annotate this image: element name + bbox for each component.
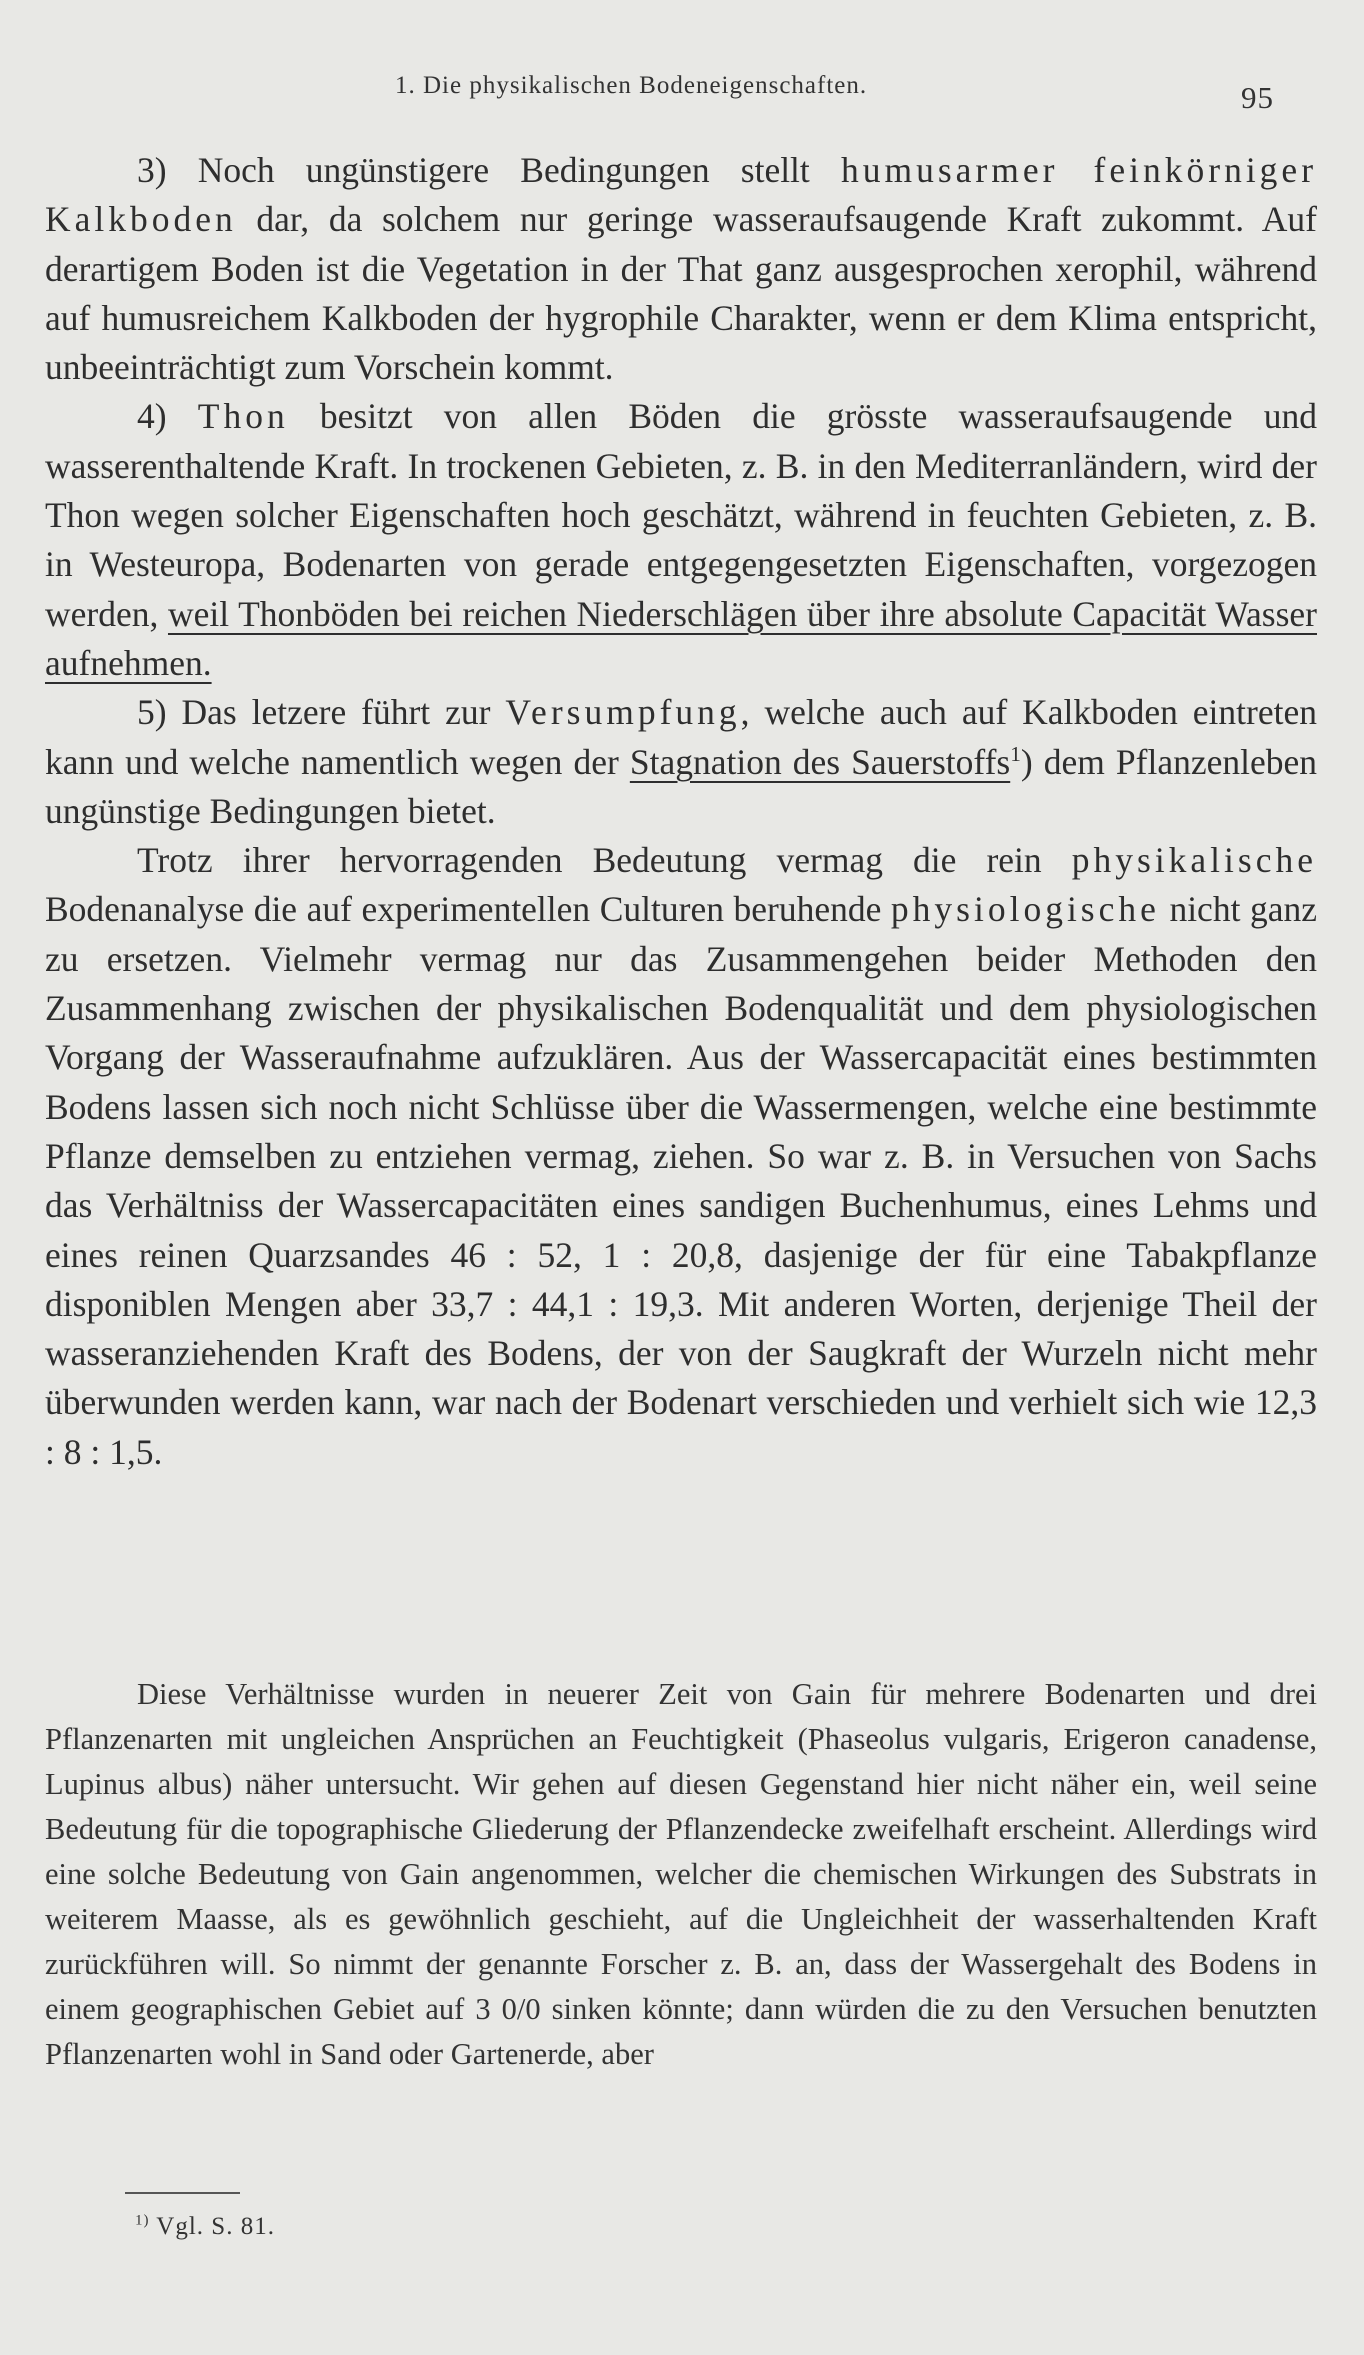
text-run: besitzt von allen Böden die grösste wasseraufsaugende und wasserenthaltende Kraft. In trockenen Gebieten, z. B. in den Mediterranländern, wird der Thon wegen solcher Eigenschaften hoch geschätzt, während in feuchten Gebieten, z. B. in Westeuropa, Bodenarten von gerade entgegengesetzten Eigenschaften, vorgezogen werden, — [45, 396, 1317, 634]
spaced-emphasis: humusarmer feinkörniger Kalkboden — [45, 150, 1318, 240]
paragraph-6 — [45, 836, 1317, 1477]
text-run: Diese Verhältnisse wurden in neuerer Zeit von Gain für mehrere Bodenarten und drei Pflanzenarten mit ungleichen Ansprüchen an Feuchtigkeit (Phaseolus vulgaris, Erigeron canadense, Lupinus albus) näher untersucht. Wir gehen auf diesen Gegenstand hier nicht näher ein, weil seine Bedeutung für die topographische Gliederung der Pflanzendecke zweifelhaft erscheint. Allerdings wird eine solche Bedeutung von Gain angenommen, welcher die chemischen Wirkungen des Substrats in weiterem Maasse, als es gewöhnlich geschieht, auf die Ungleichheit der wasserhaltenden Kraft zurückführen will. So nimmt der genannte Forscher z. B. an, dass der Wassergehalt des Bodens in einem geographischen Gebiet auf 3 — [45, 1677, 1317, 2026]
text-run: Trotz ihrer hervorragenden Bedeutung vermag die rein — [137, 840, 1072, 881]
spaced-emphasis: Versumpfung — [505, 692, 741, 733]
small-print-text — [45, 1672, 1317, 2077]
footnote-text: Vgl. S. 81. — [149, 2213, 275, 2240]
spaced-emphasis: physikalische — [1071, 840, 1317, 881]
text-run: , welche auch auf Kalkboden eintreten kann und welche namentlich wegen der — [45, 692, 1317, 782]
underlined-text: weil Thonböden bei reichen Niederschlägen über ihre absolute Capacität Wasser aufnehmen. — [45, 593, 1317, 683]
running-title: 1. Die physikalischen Bodeneigenschaften. — [395, 72, 868, 99]
text-run: nicht ganz zu ersetzen. Vielmehr vermag nur das Zusammengehen beider Methoden den Zusammenhang zwischen der physikalischen Bodenqualität und dem physiologischen Vorgang der Wasseraufnahme aufzuklären. Aus der Wassercapacität eines bestimmten Bodens lassen sich noch nicht Schlüsse über die Wassermengen, welche eine bestimmte Pflanze demselben zu entziehen vermag, ziehen. So war z. B. in Versuchen von Sachs das Verhältniss der Wassercapacitäten eines sandigen Buchenhumus, eines Lehms und eines reinen Quarzsandes 46 : 52, 1 : 20,8, dasjenige der für eine Tabakpflanze disponiblen Mengen aber 33,7 : 44,1 : 19,3. Mit anderen Worten, derjenige Theil der wasseranziehenden Kraft des Bodens, der von der Saugkraft der Wurzeln nicht mehr überwunden werden kann, war nach der Bodenart verschieden und verhielt sich wie 12,3 : 8 : 1,5. — [45, 889, 1317, 1472]
footnote-divider — [125, 2192, 240, 2194]
text-run: dar, da solchem nur geringe wasseraufsaugende Kraft zukommt. Auf derartigem Boden ist die Vegetation in der That ganz ausgesprochen xerophil, während auf humusreichem Kalkboden der hygrophile Charakter, wenn er dem Klima entspricht, unbeeinträchtigt zum Vorschein kommt. — [45, 199, 1317, 388]
footnote — [135, 2213, 275, 2241]
percent-sign: 0/0 — [501, 1992, 541, 2026]
paragraph-4 — [45, 392, 1317, 688]
paragraph-7 — [45, 1672, 1317, 2077]
spaced-emphasis: physiologische — [890, 889, 1160, 930]
paragraph-5 — [45, 688, 1317, 836]
text-run: ) dem Pflanzenleben ungünstige Bedingungen bietet. — [45, 741, 1318, 831]
text-run: Bodenanalyse die auf experimentellen Culturen beruhende — [45, 889, 891, 930]
main-text — [45, 146, 1317, 1477]
underlined-text: Stagnation des Sauerstoffs — [629, 741, 1011, 782]
spaced-emphasis: Thon — [197, 396, 289, 437]
footnote-number: 1) — [135, 2212, 150, 2229]
paragraph-3 — [45, 146, 1317, 392]
text-run: 5) Das letzere führt zur — [137, 692, 506, 733]
text-run: 3) Noch ungünstigere Bedingungen stellt — [137, 150, 841, 190]
footnote-marker: 1 — [1010, 741, 1021, 766]
text-run: sinken könnte; dann würden die zu den Versuchen benutzten Pflanzenarten wohl in Sand oder Gartenerde, aber — [45, 1992, 1317, 2071]
page-number: 95 — [1241, 80, 1274, 115]
text-run: 4) — [137, 396, 198, 437]
page-header — [395, 62, 1324, 115]
